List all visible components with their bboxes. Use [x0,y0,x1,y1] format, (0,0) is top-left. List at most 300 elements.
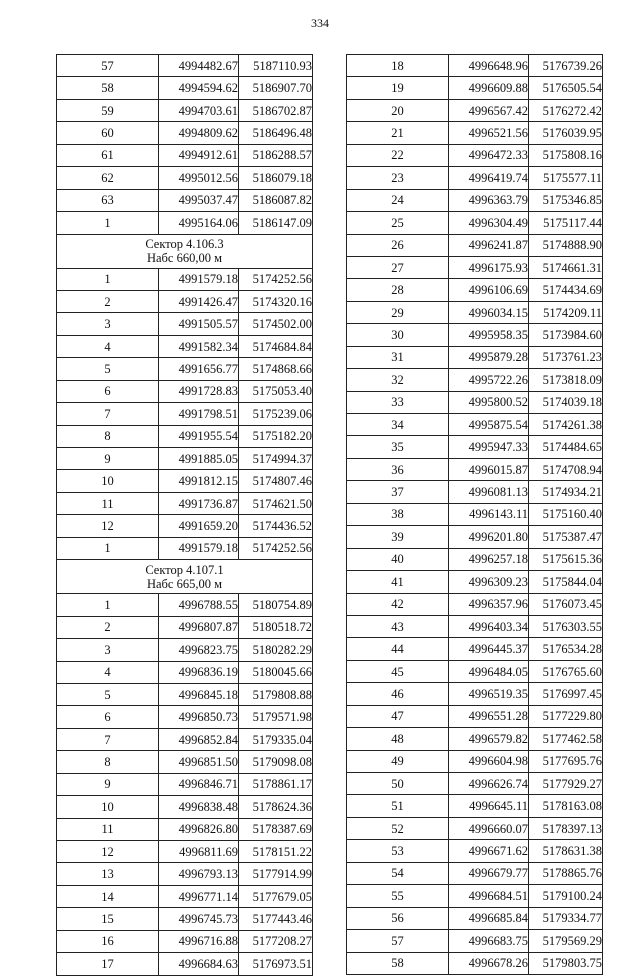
table-row [347,952,603,974]
table-row [347,862,603,884]
x-coordinate-cell: 4996645.11 [449,795,529,817]
point-number-cell: 54 [347,862,449,884]
y-coordinate-cell: 5178861.17 [239,773,313,795]
point-number-cell: 43 [347,615,449,637]
y-coordinate-cell: 5174934.21 [529,481,603,503]
x-coordinate-cell: 4991728.83 [159,380,239,402]
point-number-cell: 13 [57,863,159,885]
x-coordinate-cell: 4991579.18 [159,268,239,290]
x-coordinate-cell: 4991736.87 [159,492,239,514]
y-coordinate-cell: 5186496.48 [239,122,313,144]
x-coordinate-cell: 4994482.67 [159,55,239,77]
point-number-cell: 63 [57,189,159,211]
x-coordinate-cell: 4991955.54 [159,425,239,447]
x-coordinate-cell: 4996081.13 [449,481,529,503]
table-row [347,99,603,121]
x-coordinate-cell: 4996836.19 [159,661,239,683]
y-coordinate-cell: 5186087.82 [239,189,313,211]
y-coordinate-cell: 5179098.08 [239,751,313,773]
table-row [57,751,313,773]
table-row [57,268,313,290]
table-row [57,122,313,144]
point-number-cell: 56 [347,907,449,929]
x-coordinate-cell: 4996846.71 [159,773,239,795]
table-row [347,144,603,166]
x-coordinate-cell: 4996838.48 [159,796,239,818]
point-number-cell: 14 [57,885,159,907]
table-row [57,425,313,447]
point-number-cell: 40 [347,548,449,570]
x-coordinate-cell: 4996684.51 [449,885,529,907]
table-row [57,144,313,166]
y-coordinate-cell: 5177929.27 [529,773,603,795]
table-row [347,256,603,278]
x-coordinate-cell: 4996445.37 [449,638,529,660]
x-coordinate-cell: 4996671.62 [449,840,529,862]
point-number-cell: 49 [347,750,449,772]
table-row [347,212,603,234]
y-coordinate-cell: 5187110.93 [239,55,313,77]
table-row [57,841,313,863]
point-number-cell: 50 [347,773,449,795]
x-coordinate-cell: 4996823.75 [159,639,239,661]
point-number-cell: 24 [347,189,449,211]
point-number-cell: 33 [347,391,449,413]
y-coordinate-cell: 5186288.57 [239,144,313,166]
y-coordinate-cell: 5186147.09 [239,212,313,234]
point-number-cell: 1 [57,594,159,616]
x-coordinate-cell: 4991656.77 [159,358,239,380]
y-coordinate-cell: 5175117.44 [529,212,603,234]
point-number-cell: 29 [347,301,449,323]
point-number-cell: 8 [57,751,159,773]
y-coordinate-cell: 5179334.77 [529,907,603,929]
point-number-cell: 62 [57,167,159,189]
x-coordinate-cell: 4991659.20 [159,515,239,537]
point-number-cell: 45 [347,660,449,682]
point-number-cell: 41 [347,571,449,593]
x-coordinate-cell: 4995879.28 [449,346,529,368]
y-coordinate-cell: 5177229.80 [529,705,603,727]
x-coordinate-cell: 4996648.96 [449,55,529,77]
table-row [57,863,313,885]
table-row [57,661,313,683]
y-coordinate-cell: 5175844.04 [529,571,603,593]
x-coordinate-cell: 4996604.98 [449,750,529,772]
y-coordinate-cell: 5175182.20 [239,425,313,447]
y-coordinate-cell: 5174436.52 [239,515,313,537]
point-number-cell: 39 [347,526,449,548]
table-row [347,930,603,952]
sector-header-row [57,560,313,594]
x-coordinate-cell: 4991582.34 [159,335,239,357]
y-coordinate-cell: 5177679.05 [239,885,313,907]
y-coordinate-cell: 5186907.70 [239,77,313,99]
x-coordinate-cell: 4996626.74 [449,773,529,795]
y-coordinate-cell: 5176505.54 [529,77,603,99]
y-coordinate-cell: 5174484.65 [529,436,603,458]
point-number-cell: 60 [57,122,159,144]
x-coordinate-cell: 4995875.54 [449,414,529,436]
point-number-cell: 19 [347,77,449,99]
table-row [347,615,603,637]
point-number-cell: 53 [347,840,449,862]
point-number-cell: 58 [57,77,159,99]
x-coordinate-cell: 4996175.93 [449,256,529,278]
x-coordinate-cell: 4995164.06 [159,212,239,234]
table-row [347,414,603,436]
y-coordinate-cell: 5174708.94 [529,458,603,480]
table-row [57,728,313,750]
y-coordinate-cell: 5186702.87 [239,99,313,121]
x-coordinate-cell: 4995722.26 [449,369,529,391]
table-row [57,335,313,357]
y-coordinate-cell: 5180518.72 [239,616,313,638]
point-number-cell: 15 [57,908,159,930]
point-number-cell: 12 [57,841,159,863]
table-row [57,930,313,952]
x-coordinate-cell: 4996771.14 [159,885,239,907]
x-coordinate-cell: 4996826.80 [159,818,239,840]
y-coordinate-cell: 5175160.40 [529,503,603,525]
x-coordinate-cell: 4994809.62 [159,122,239,144]
y-coordinate-cell: 5174434.69 [529,279,603,301]
table-row [347,122,603,144]
y-coordinate-cell: 5173818.09 [529,369,603,391]
x-coordinate-cell: 4996567.42 [449,99,529,121]
point-number-cell: 4 [57,335,159,357]
table-row [57,55,313,77]
y-coordinate-cell: 5178163.08 [529,795,603,817]
y-coordinate-cell: 5179571.98 [239,706,313,728]
point-number-cell: 11 [57,818,159,840]
point-number-cell: 2 [57,290,159,312]
table-row [57,537,313,559]
point-number-cell: 23 [347,167,449,189]
sector-title: Сектор 4.107.1 [145,562,224,577]
x-coordinate-cell: 4995037.47 [159,189,239,211]
y-coordinate-cell: 5175387.47 [529,526,603,548]
x-coordinate-cell: 4996684.63 [159,953,239,975]
y-coordinate-cell: 5174868.66 [239,358,313,380]
x-coordinate-cell: 4996257.18 [449,548,529,570]
y-coordinate-cell: 5179569.29 [529,930,603,952]
point-number-cell: 6 [57,706,159,728]
y-coordinate-cell: 5179803.75 [529,952,603,974]
table-row [347,391,603,413]
x-coordinate-cell: 4994912.61 [159,144,239,166]
point-number-cell: 32 [347,369,449,391]
y-coordinate-cell: 5174252.56 [239,537,313,559]
point-number-cell: 6 [57,380,159,402]
y-coordinate-cell: 5176739.26 [529,55,603,77]
y-coordinate-cell: 5175053.40 [239,380,313,402]
x-coordinate-cell: 4995012.56 [159,167,239,189]
point-number-cell: 18 [347,55,449,77]
x-coordinate-cell: 4996679.77 [449,862,529,884]
table-row [57,99,313,121]
sector-header-row [57,234,313,268]
point-number-cell: 47 [347,705,449,727]
point-number-cell: 4 [57,661,159,683]
table-row [347,795,603,817]
y-coordinate-cell: 5174807.46 [239,470,313,492]
y-coordinate-cell: 5173761.23 [529,346,603,368]
point-number-cell: 21 [347,122,449,144]
point-number-cell: 52 [347,817,449,839]
table-row [347,907,603,929]
table-row [347,638,603,660]
point-number-cell: 44 [347,638,449,660]
y-coordinate-cell: 5177695.76 [529,750,603,772]
y-coordinate-cell: 5180045.66 [239,661,313,683]
point-number-cell: 3 [57,313,159,335]
point-number-cell: 59 [57,99,159,121]
x-coordinate-cell: 4994703.61 [159,99,239,121]
y-coordinate-cell: 5176272.42 [529,99,603,121]
x-coordinate-cell: 4996201.80 [449,526,529,548]
y-coordinate-cell: 5178631.38 [529,840,603,862]
sector-header-cell [57,234,313,268]
x-coordinate-cell: 4991579.18 [159,537,239,559]
table-row [57,189,313,211]
table-row [57,953,313,975]
table-row [57,492,313,514]
y-coordinate-cell: 5179335.04 [239,728,313,750]
table-row [347,189,603,211]
x-coordinate-cell: 4996521.56 [449,122,529,144]
table-row [347,683,603,705]
point-number-cell: 2 [57,616,159,638]
x-coordinate-cell: 4991812.15 [159,470,239,492]
x-coordinate-cell: 4995800.52 [449,391,529,413]
table-row [347,728,603,750]
y-coordinate-cell: 5174888.90 [529,234,603,256]
point-number-cell: 1 [57,268,159,290]
table-row [347,481,603,503]
point-number-cell: 58 [347,952,449,974]
x-coordinate-cell: 4996678.26 [449,952,529,974]
table-row [347,167,603,189]
table-row [347,346,603,368]
table-row [347,885,603,907]
point-number-cell: 1 [57,537,159,559]
x-coordinate-cell: 4996304.49 [449,212,529,234]
point-number-cell: 3 [57,639,159,661]
point-number-cell: 12 [57,515,159,537]
x-coordinate-cell: 4996241.87 [449,234,529,256]
y-coordinate-cell: 5176534.28 [529,638,603,660]
table-row [57,796,313,818]
point-number-cell: 34 [347,414,449,436]
y-coordinate-cell: 5175615.36 [529,548,603,570]
point-number-cell: 35 [347,436,449,458]
table-row [57,773,313,795]
point-number-cell: 25 [347,212,449,234]
x-coordinate-cell: 4996472.33 [449,144,529,166]
y-coordinate-cell: 5180754.89 [239,594,313,616]
point-number-cell: 16 [57,930,159,952]
table-row [57,706,313,728]
x-coordinate-cell: 4996850.73 [159,706,239,728]
point-number-cell: 61 [57,144,159,166]
x-coordinate-cell: 4996845.18 [159,683,239,705]
point-number-cell: 5 [57,683,159,705]
x-coordinate-cell: 4996788.55 [159,594,239,616]
table-row [347,840,603,862]
x-coordinate-cell: 4996609.88 [449,77,529,99]
y-coordinate-cell: 5174661.31 [529,256,603,278]
x-coordinate-cell: 4996683.75 [449,930,529,952]
table-row [347,77,603,99]
y-coordinate-cell: 5178387.69 [239,818,313,840]
point-number-cell: 37 [347,481,449,503]
point-number-cell: 27 [347,256,449,278]
point-number-cell: 31 [347,346,449,368]
table-row [347,55,603,77]
table-row [347,369,603,391]
point-number-cell: 46 [347,683,449,705]
x-coordinate-cell: 4996852.84 [159,728,239,750]
page-number: 334 [311,16,329,30]
table-row [347,660,603,682]
y-coordinate-cell: 5174209.11 [529,301,603,323]
y-coordinate-cell: 5179808.88 [239,683,313,705]
y-coordinate-cell: 5174502.00 [239,313,313,335]
table-row [57,313,313,335]
table-row [347,750,603,772]
table-row [57,908,313,930]
table-row [57,594,313,616]
y-coordinate-cell: 5177208.27 [239,930,313,952]
table-row [57,683,313,705]
point-number-cell: 55 [347,885,449,907]
x-coordinate-cell: 4996685.84 [449,907,529,929]
point-number-cell: 38 [347,503,449,525]
table-row [57,639,313,661]
x-coordinate-cell: 4996519.35 [449,683,529,705]
table-row [57,470,313,492]
sector-height: Набс 665,00 м [146,576,223,591]
table-row [57,515,313,537]
table-row [57,290,313,312]
point-number-cell: 17 [57,953,159,975]
table-row [57,448,313,470]
y-coordinate-cell: 5177443.46 [239,908,313,930]
table-row [347,279,603,301]
table-row [57,616,313,638]
y-coordinate-cell: 5175239.06 [239,403,313,425]
x-coordinate-cell: 4996034.15 [449,301,529,323]
y-coordinate-cell: 5177462.58 [529,728,603,750]
x-coordinate-cell: 4996745.73 [159,908,239,930]
table-row [57,885,313,907]
y-coordinate-cell: 5179100.24 [529,885,603,907]
point-number-cell: 5 [57,358,159,380]
table-row [57,380,313,402]
point-number-cell: 57 [57,55,159,77]
point-number-cell: 10 [57,796,159,818]
point-number-cell: 7 [57,403,159,425]
x-coordinate-cell: 4996579.82 [449,728,529,750]
point-number-cell: 9 [57,773,159,795]
y-coordinate-cell: 5175346.85 [529,189,603,211]
y-coordinate-cell: 5174039.18 [529,391,603,413]
x-coordinate-cell: 4996716.88 [159,930,239,952]
table-row [347,526,603,548]
x-coordinate-cell: 4991505.57 [159,313,239,335]
table-row [347,817,603,839]
y-coordinate-cell: 5176973.51 [239,953,313,975]
table-row [347,458,603,480]
x-coordinate-cell: 4996660.07 [449,817,529,839]
x-coordinate-cell: 4991426.47 [159,290,239,312]
x-coordinate-cell: 4996015.87 [449,458,529,480]
table-row [57,403,313,425]
y-coordinate-cell: 5174252.56 [239,268,313,290]
y-coordinate-cell: 5186079.18 [239,167,313,189]
y-coordinate-cell: 5178397.13 [529,817,603,839]
y-coordinate-cell: 5177914.99 [239,863,313,885]
x-coordinate-cell: 4996143.11 [449,503,529,525]
table-row [347,548,603,570]
y-coordinate-cell: 5175808.16 [529,144,603,166]
y-coordinate-cell: 5173984.60 [529,324,603,346]
point-number-cell: 51 [347,795,449,817]
x-coordinate-cell: 4991885.05 [159,448,239,470]
y-coordinate-cell: 5174684.84 [239,335,313,357]
x-coordinate-cell: 4996403.34 [449,615,529,637]
y-coordinate-cell: 5174261.38 [529,414,603,436]
x-coordinate-cell: 4996807.87 [159,616,239,638]
sector-title: Сектор 4.106.3 [145,237,224,251]
point-number-cell: 22 [347,144,449,166]
point-number-cell: 30 [347,324,449,346]
table-row [347,705,603,727]
sector-height: Набс 660,00 м [146,251,223,265]
y-coordinate-cell: 5178624.36 [239,796,313,818]
point-number-cell: 7 [57,728,159,750]
x-coordinate-cell: 4996851.50 [159,751,239,773]
y-coordinate-cell: 5176303.55 [529,615,603,637]
table-row [347,503,603,525]
x-coordinate-cell: 4996551.28 [449,705,529,727]
table-row [57,77,313,99]
table-row [57,358,313,380]
table-row [57,167,313,189]
point-number-cell: 11 [57,492,159,514]
x-coordinate-cell: 4996484.05 [449,660,529,682]
y-coordinate-cell: 5174621.50 [239,492,313,514]
x-coordinate-cell: 4995947.33 [449,436,529,458]
y-coordinate-cell: 5178151.22 [239,841,313,863]
table-row [347,436,603,458]
table-row [347,301,603,323]
y-coordinate-cell: 5176073.45 [529,593,603,615]
y-coordinate-cell: 5180282.29 [239,639,313,661]
x-coordinate-cell: 4996363.79 [449,189,529,211]
table-row [347,593,603,615]
point-number-cell: 20 [347,99,449,121]
y-coordinate-cell: 5176997.45 [529,683,603,705]
point-number-cell: 36 [347,458,449,480]
y-coordinate-cell: 5178865.76 [529,862,603,884]
table-row [347,234,603,256]
sector-header-cell [57,560,313,594]
point-number-cell: 57 [347,930,449,952]
point-number-cell: 28 [347,279,449,301]
x-coordinate-cell: 4991798.51 [159,403,239,425]
